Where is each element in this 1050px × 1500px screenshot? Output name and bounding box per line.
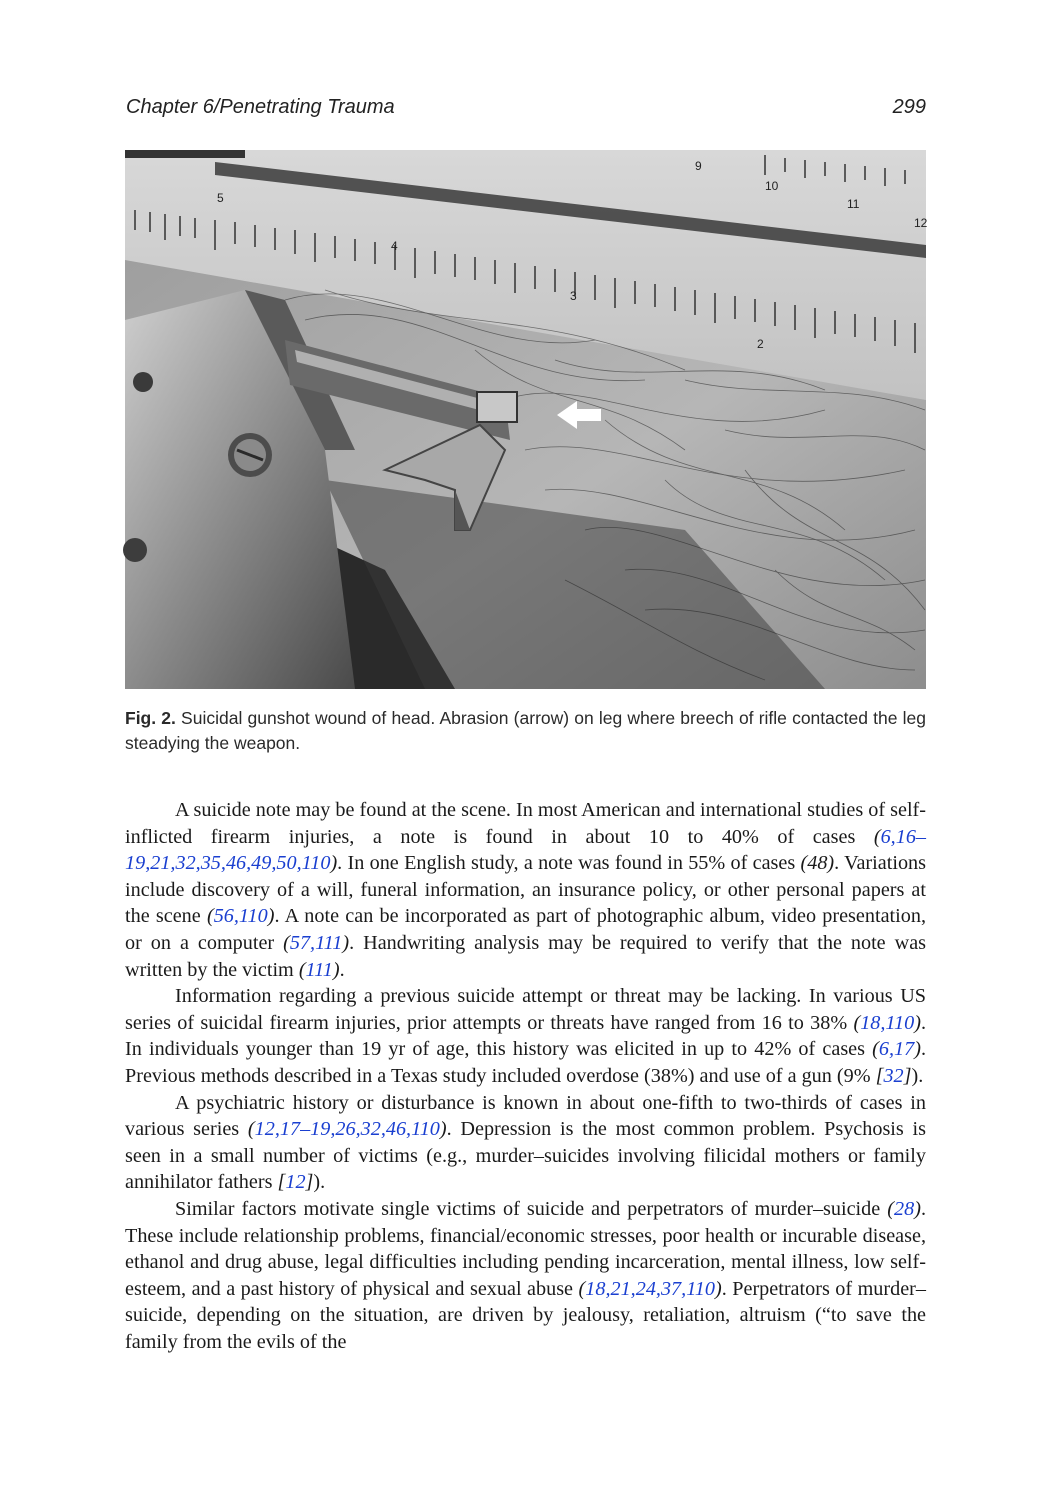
paragraph-text: Information regarding a previous suicide attempt or threat may be lacking. In various US series of suicidal firearm injuries, prior attempts or threats have ranged from 16 to 38% [125,985,926,1034]
citation-text: ( [206,905,214,928]
citation-text: ) [914,1011,921,1034]
body-text [125,797,926,1355]
figure-label: Fig. 2. [125,708,176,728]
citation-text: ( [283,931,290,954]
figure-photo [125,150,926,689]
scale-number: 10 [765,179,779,193]
citation-text: ] [305,1171,314,1194]
running-head [126,96,926,124]
paragraph-text: . [339,958,345,981]
paragraph-text: ). [911,1064,924,1087]
scale-number: 11 [847,197,860,211]
citation-link[interactable]: 12,17–19,26,32,46,110 [254,1118,440,1141]
paragraph-text: A psychiatric history or disturbance is known in about one-fifth to two-thirds of cases in various series [125,1091,926,1141]
citation-text: ( [873,825,881,848]
paragraph [125,797,926,983]
citation-text: ( [853,1011,861,1034]
paragraph-text: . Handwriting analysis may be required to verify that the note was written by the victim [125,931,927,981]
citation-text: ) [332,958,340,981]
citation-text: [ [277,1171,286,1194]
citation-text: ] [903,1064,912,1087]
paragraph-text: . In individuals younger than 19 yr of age, this history was elicited in up to 42% of cases [125,1011,926,1061]
citation-link[interactable]: 18,21,24,37,110 [585,1277,715,1300]
photo-illustration [125,150,926,689]
scale-number: 12 [914,216,928,230]
citation-link[interactable]: 18,110 [860,1011,915,1034]
scale-number: 4 [391,239,398,253]
citation-text: ) [914,1038,921,1061]
chapter-title: Chapter 6/Penetrating Trauma [126,96,395,118]
citation-link[interactable]: 6,16–19,21,32,35,46,49,50,110 [125,825,926,875]
citation-text: ( [887,1197,895,1220]
paragraph-text: ). [313,1171,326,1194]
citation-link[interactable]: 28 [894,1197,915,1220]
paragraph-text: Similar factors motivate single victims of suicide and perpetrators of murder–suicide [175,1197,888,1220]
figure-caption-text: Suicidal gunshot wound of head. Abrasion (arrow) on leg where breech of rifle contacted the leg steadying the weapon. [125,708,926,753]
paragraph-text: . Perpetrators of murder–suicide, depending on the situation, are driven by jealousy, retaliation, altruism (“to save the family from the evils of the [125,1277,926,1353]
scale-number: 3 [570,289,577,303]
scale-number: 2 [757,337,764,351]
citation-text: ( [247,1118,255,1141]
citation-text: [ [875,1064,884,1087]
citation-text: ) [714,1277,722,1300]
citation-text: ) [267,905,275,928]
scale-number: 9 [695,159,702,173]
paragraph [125,1090,926,1196]
paragraph [125,1196,926,1356]
paragraph-text: . Variations include discovery of a will, funeral information, an insurance policy, or other personal papers at the scene [125,852,926,928]
citation-link[interactable]: 6,17 [878,1038,915,1061]
scale-number: 5 [217,191,224,205]
citation-link[interactable]: 12 [285,1171,306,1194]
paragraph [125,983,926,1089]
paragraph-text: . These include relationship problems, financial/economic stresses, poor health or incurable disease, ethanol and drug abuse, legal difficulties including pending incarceration, mental illness, low self-esteem, and a past history of physical and sexual abuse [125,1197,926,1300]
citation-text: ) [330,852,338,875]
citation-text: ) [439,1118,447,1141]
citation-text: ( [298,958,306,981]
citation-link[interactable]: 57,111 [289,931,343,954]
paragraph-text: . In one English study, a note was found in 55% of cases [337,852,801,875]
citation-text: ( [872,1038,879,1061]
paragraph-text: . A note can be incorporated as part of photographic album, video presentation, or on a computer [125,905,926,954]
citation-link[interactable]: 111 [305,958,333,981]
citation-text: ) [914,1197,921,1220]
page-number: 299 [892,96,926,118]
paragraph-text: A suicide note may be found at the scene. In most American and international studies of self-inflicted firearm injuries, a note is found in about 10 to 40% of cases [125,799,926,848]
paragraph-text: . Depression is the most common problem. Psychosis is seen in a small number of victims (e.g., murder–suicides involving filicidal mothers or family annihilator fathers [125,1118,926,1194]
citation-link[interactable]: 32 [883,1064,904,1087]
paragraph-text: . Previous methods described in a Texas study included overdose (38%) and use of a gun (9% [125,1038,926,1087]
citation-text: ) [342,931,350,954]
citation-text: (48) [800,852,835,875]
citation-text: ( [578,1277,586,1300]
citation-link[interactable]: 56,110 [213,905,268,928]
figure-caption [125,706,926,756]
